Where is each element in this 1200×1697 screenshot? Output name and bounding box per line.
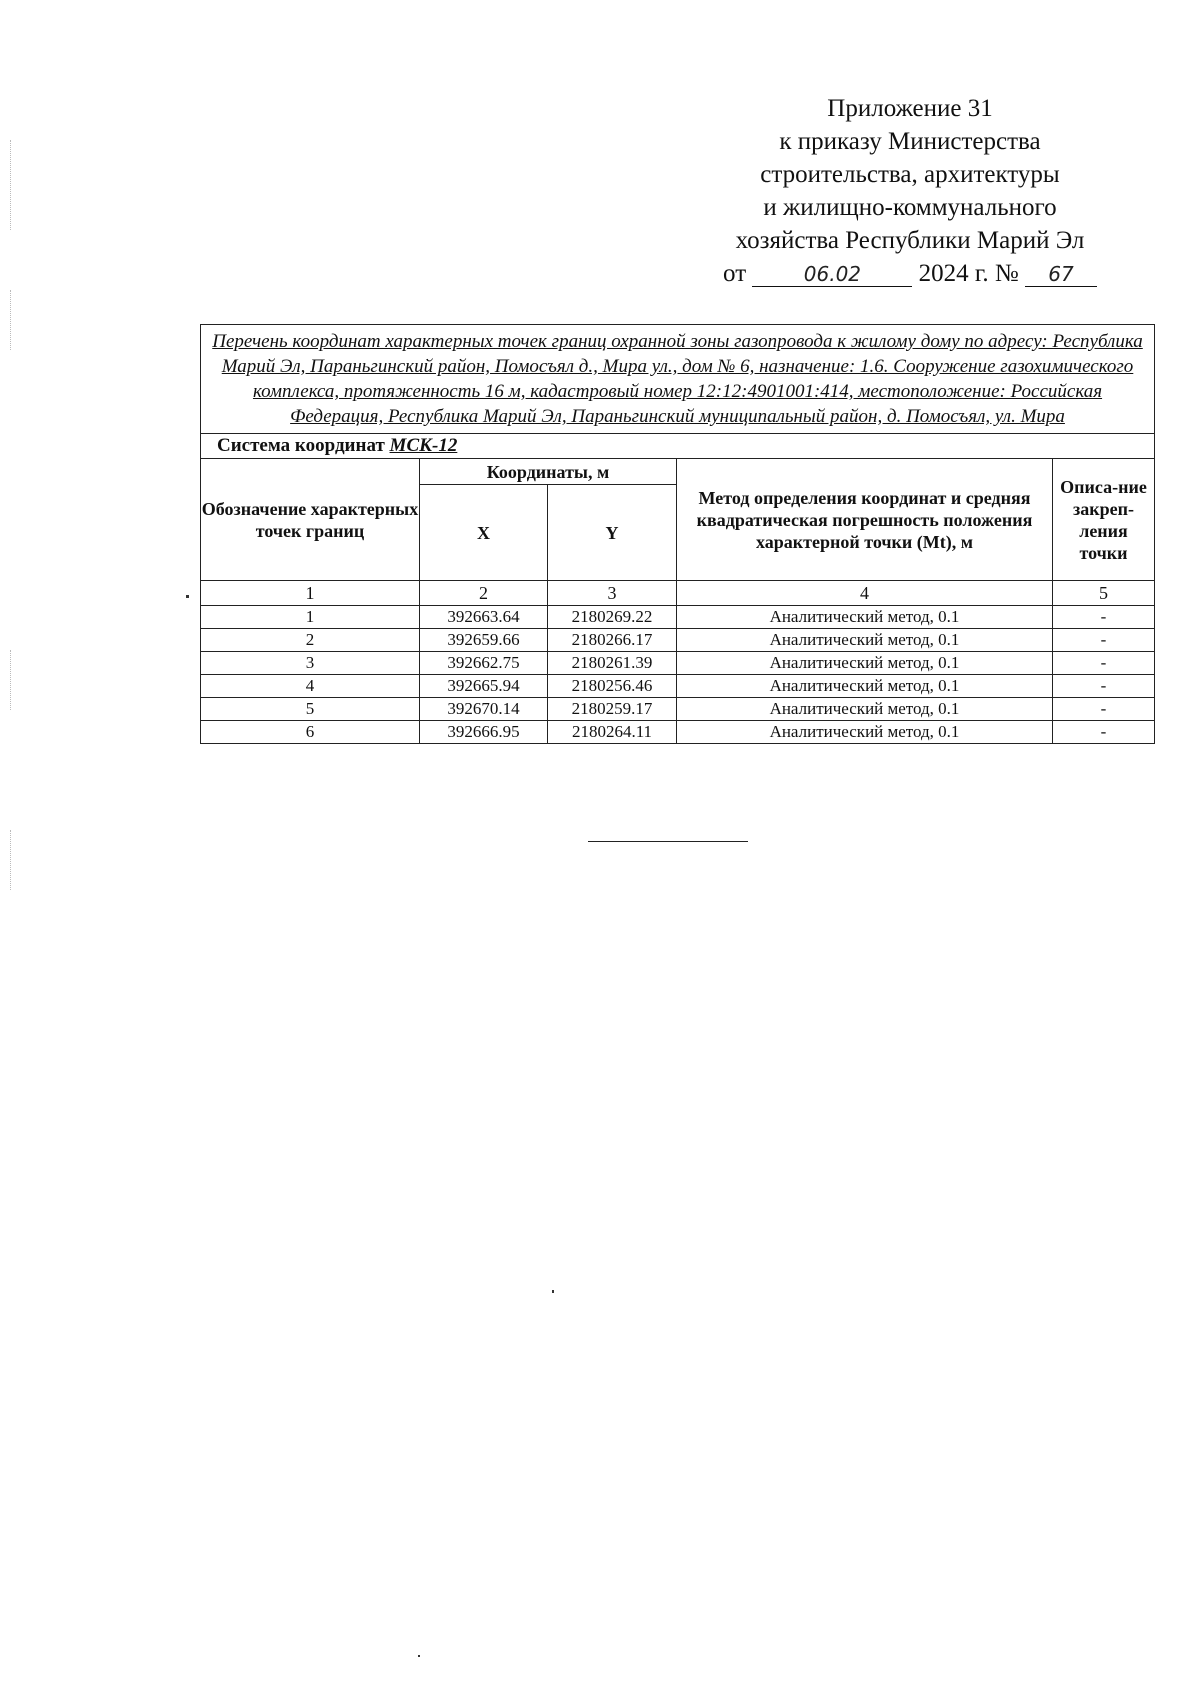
appendix-line: хозяйства Республики Марий Эл bbox=[735, 227, 1085, 254]
cell-y: 2180266.17 bbox=[548, 629, 677, 652]
cell-x: 392665.94 bbox=[420, 675, 548, 698]
cell-point: 1 bbox=[201, 606, 420, 629]
date-prefix: от bbox=[723, 260, 747, 287]
cell-y: 2180256.46 bbox=[548, 675, 677, 698]
cell-point: 6 bbox=[201, 721, 420, 744]
cell-point: 5 bbox=[201, 698, 420, 721]
cell-y: 2180264.11 bbox=[548, 721, 677, 744]
header-method: Метод определения координат и средняя квадратическая погрешность положения характерной точки (Mt), м bbox=[677, 459, 1053, 581]
header-x: X bbox=[420, 485, 548, 581]
column-index: 1 bbox=[201, 581, 420, 606]
table-row bbox=[201, 606, 1155, 629]
cell-method: Аналитический метод, 0.1 bbox=[677, 606, 1053, 629]
cell-description: - bbox=[1053, 721, 1155, 744]
cell-x: 392670.14 bbox=[420, 698, 548, 721]
column-index: 3 bbox=[548, 581, 677, 606]
cell-method: Аналитический метод, 0.1 bbox=[677, 652, 1053, 675]
cell-description: - bbox=[1053, 629, 1155, 652]
coordinates-table bbox=[200, 324, 1155, 744]
scan-edge-mark bbox=[10, 830, 13, 890]
header-point: Обозначение характерных точек границ bbox=[201, 459, 420, 581]
cell-description: - bbox=[1053, 698, 1155, 721]
cell-y: 2180269.22 bbox=[548, 606, 677, 629]
table-row bbox=[201, 698, 1155, 721]
appendix-header bbox=[690, 92, 1130, 290]
cell-description: - bbox=[1053, 606, 1155, 629]
cell-method: Аналитический метод, 0.1 bbox=[677, 675, 1053, 698]
handwritten-number: 67 bbox=[1025, 262, 1097, 287]
cell-x: 392662.75 bbox=[420, 652, 548, 675]
scan-edge-mark bbox=[10, 290, 13, 350]
cell-point: 2 bbox=[201, 629, 420, 652]
cell-point: 4 bbox=[201, 675, 420, 698]
cell-description: - bbox=[1053, 652, 1155, 675]
table-row bbox=[201, 652, 1155, 675]
header-description: Описа-ние закреп-ления точки bbox=[1053, 459, 1155, 581]
cell-description: - bbox=[1053, 675, 1155, 698]
coordinate-system-value: МСК-12 bbox=[389, 435, 458, 456]
table-row bbox=[201, 721, 1155, 744]
cell-point: 3 bbox=[201, 652, 420, 675]
cell-x: 392666.95 bbox=[420, 721, 548, 744]
column-index: 4 bbox=[677, 581, 1053, 606]
table-caption: Перечень координат характерных точек границ охранной зоны газопровода к жилому дому по адресу: Республика Марий Эл, Параньгинский район, Помосъял д., Мира ул., дом № 6, назначение: 1.6. Сооружение газохимического комплекса, протяженность 16 м, кадастровый номер 12:12:4901001:414, местоположение: Российская Федерация, Республика Марий Эл, Параньгинский муниципальный район, д. Помосъял, ул. Мира bbox=[201, 325, 1155, 434]
column-index: 2 bbox=[420, 581, 548, 606]
scan-speck bbox=[418, 1655, 420, 1657]
order-year: 2024 г. № bbox=[918, 260, 1019, 287]
table-row bbox=[201, 675, 1155, 698]
cell-y: 2180261.39 bbox=[548, 652, 677, 675]
coordinate-system-label: Система координат bbox=[217, 435, 385, 456]
header-coordinates: Координаты, м bbox=[420, 459, 677, 485]
scan-speck bbox=[552, 1290, 554, 1293]
appendix-line: к приказу Министерства bbox=[779, 128, 1041, 155]
column-index: 5 bbox=[1053, 581, 1155, 606]
cell-x: 392659.66 bbox=[420, 629, 548, 652]
header-y: Y bbox=[548, 485, 677, 581]
scan-edge-mark bbox=[10, 650, 13, 710]
column-index-row bbox=[201, 581, 1155, 606]
cell-y: 2180259.17 bbox=[548, 698, 677, 721]
cell-x: 392663.64 bbox=[420, 606, 548, 629]
table-row bbox=[201, 629, 1155, 652]
handwritten-date: 06.02 bbox=[752, 262, 912, 287]
closing-rule bbox=[588, 841, 748, 842]
order-date-line bbox=[690, 257, 1130, 290]
appendix-line: строительства, архитектуры bbox=[760, 161, 1060, 188]
scan-edge-mark bbox=[10, 140, 13, 230]
appendix-line: Приложение 31 bbox=[827, 95, 993, 122]
cell-method: Аналитический метод, 0.1 bbox=[677, 629, 1053, 652]
cell-method: Аналитический метод, 0.1 bbox=[677, 698, 1053, 721]
coordinate-system-row bbox=[201, 434, 1155, 459]
cell-method: Аналитический метод, 0.1 bbox=[677, 721, 1053, 744]
scan-speck bbox=[186, 595, 189, 598]
appendix-line: и жилищно-коммунального bbox=[763, 194, 1057, 221]
